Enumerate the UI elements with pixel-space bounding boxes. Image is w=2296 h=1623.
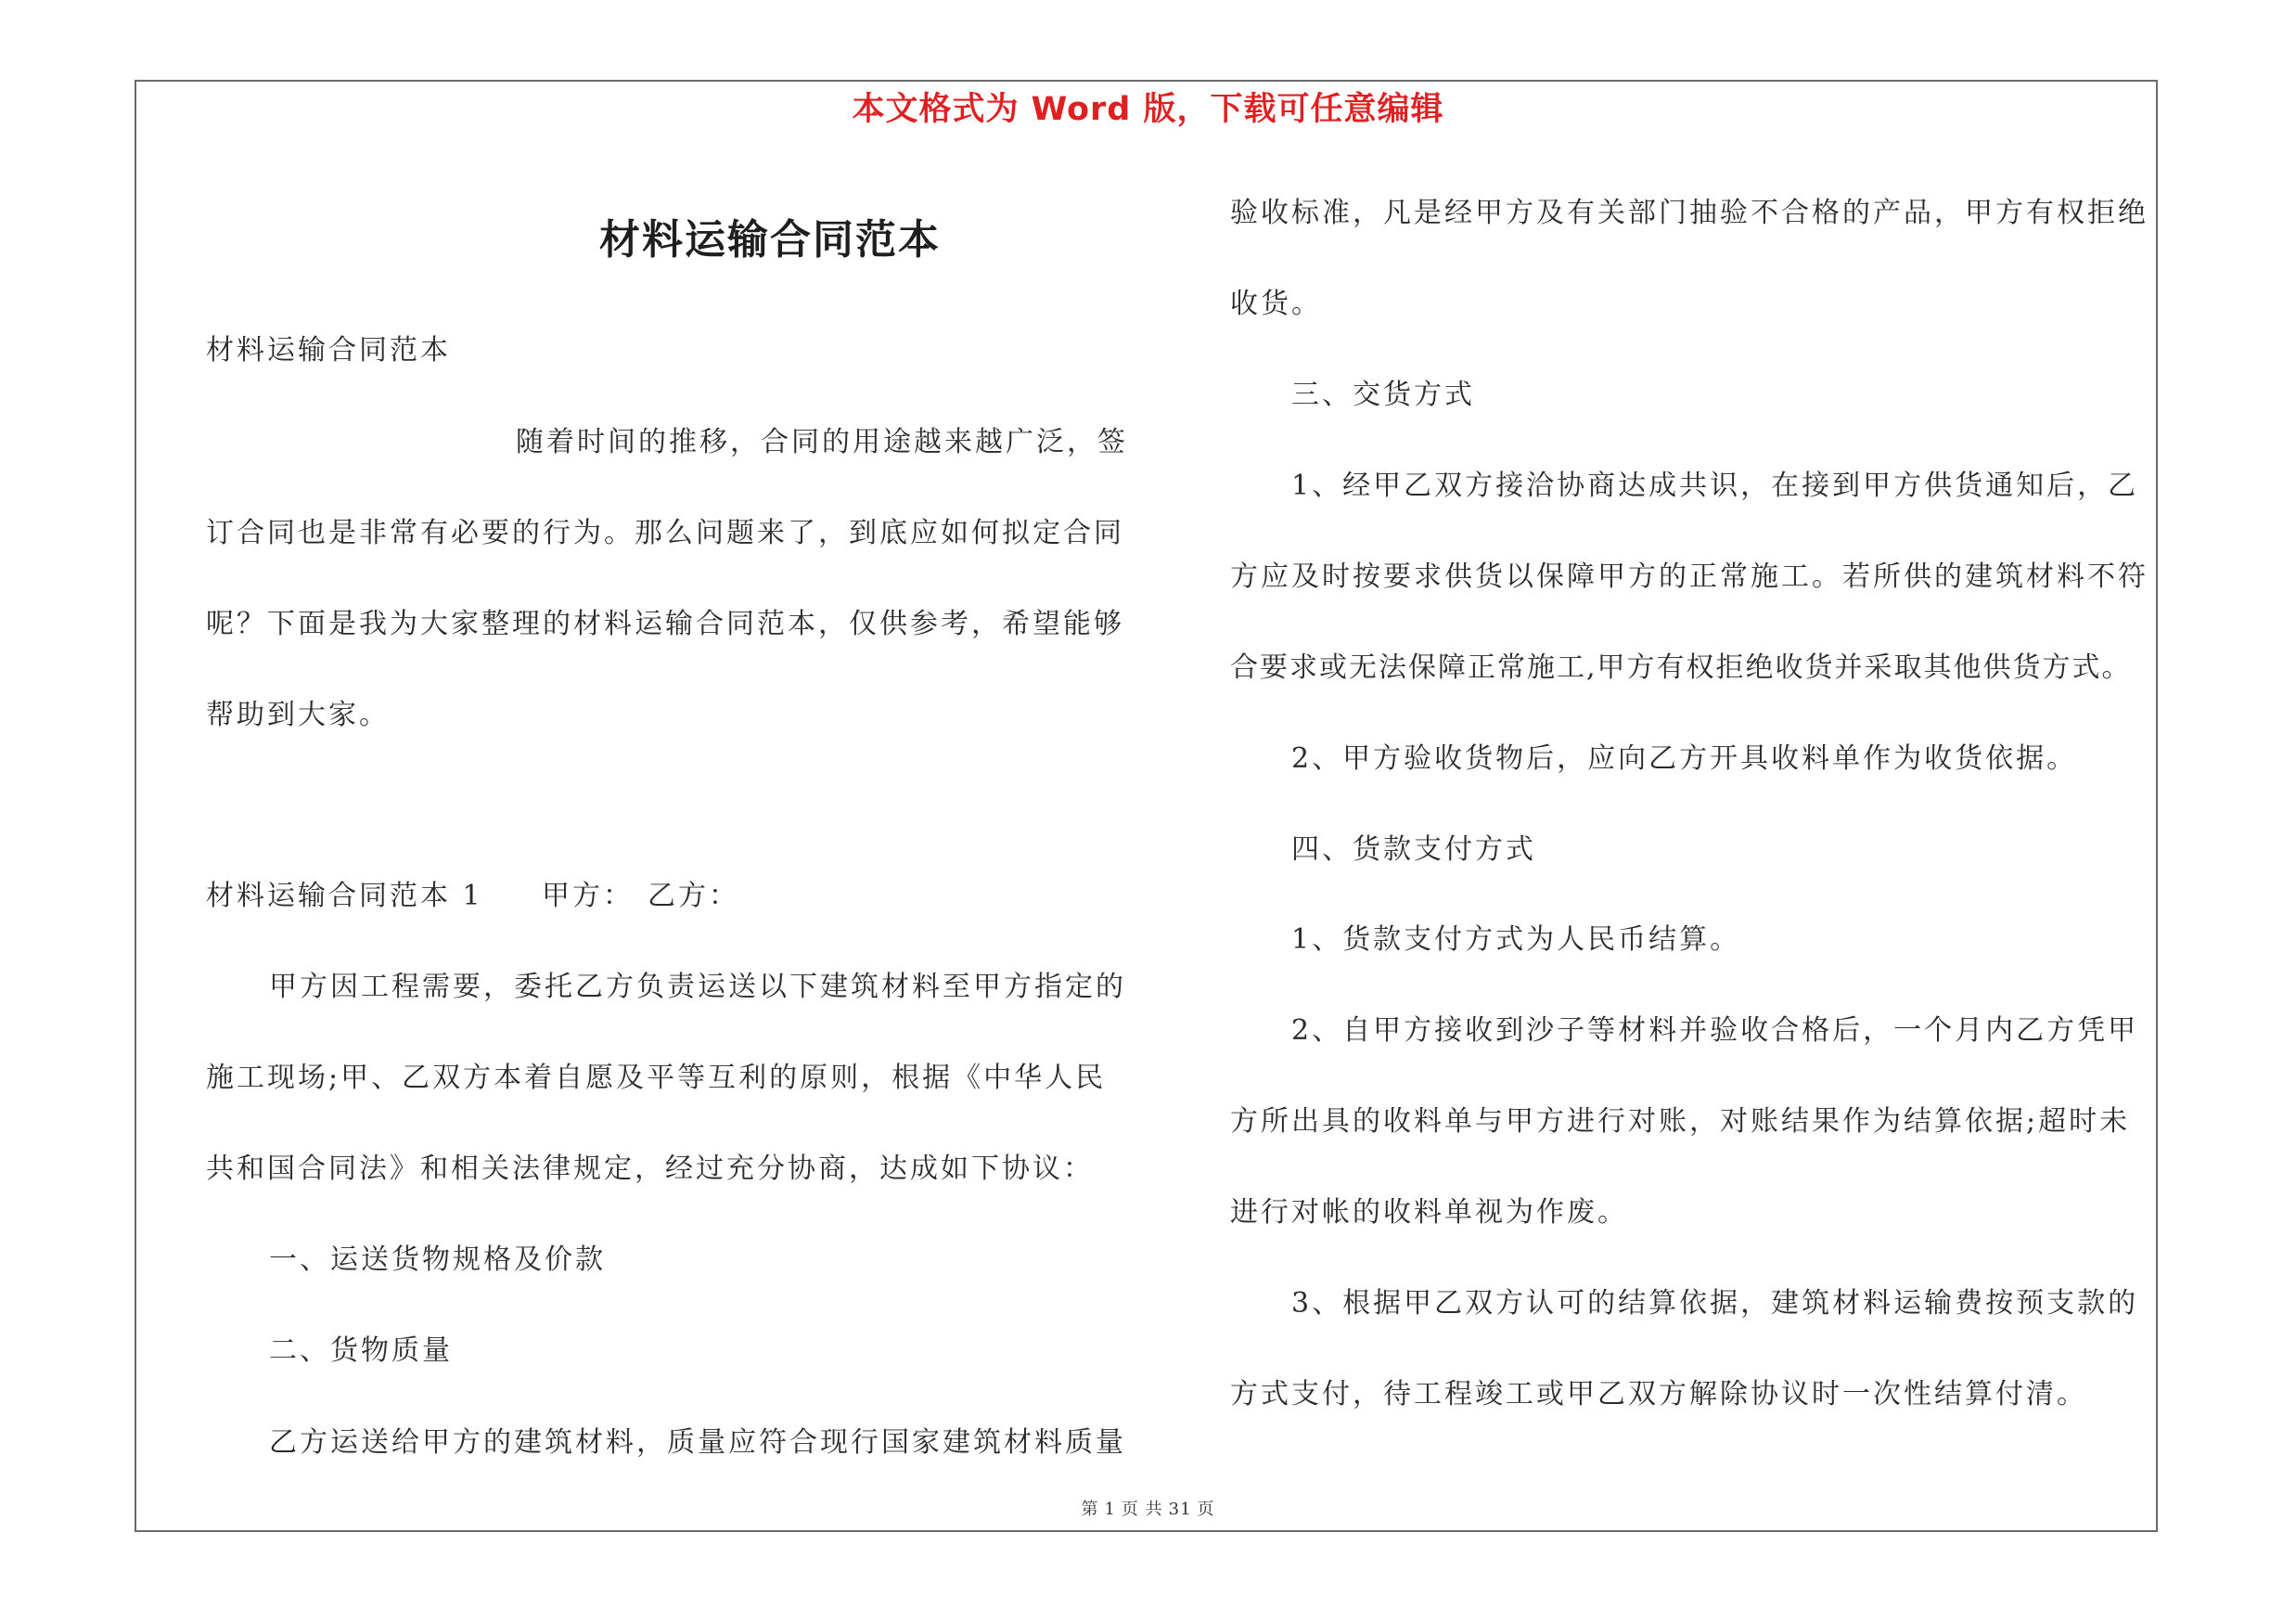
paragraph-line: 乙方运送给甲方的建筑材料，质量应符合现行国家建筑材料质量 <box>269 1426 1126 1459</box>
paragraph-line: 合要求或无法保障正常施工,甲方有权拒绝收货并采取其他供货方式。 <box>1230 651 2132 684</box>
paragraph-line: 1、货款支付方式为人民币结算。 <box>1291 923 1741 956</box>
paragraph-line: 收货。 <box>1230 288 1322 320</box>
section-heading: 三、交货方式 <box>1291 379 1475 411</box>
paragraph-line: 1、经甲乙双方接洽协商达成共识，在接到甲方供货通知后，乙 <box>1291 470 2139 502</box>
paragraph-line: 2、甲方验收货物后，应向乙方开具收料单作为收货依据。 <box>1291 742 2078 775</box>
page-footer <box>0 1496 2296 1520</box>
intro-line: 随着时间的推移，合同的用途越来越广泛，签 <box>516 426 1128 458</box>
sample-heading: 材料运输合同范本 1 <box>206 880 483 912</box>
section-heading: 四、货款支付方式 <box>1291 833 1536 866</box>
paragraph-line: 方应及时按要求供货以保障甲方的正常施工。若所供的建筑材料不符 <box>1230 560 2148 593</box>
footer-prefix: 第 <box>1081 1500 1099 1519</box>
party-b-label: 乙方： <box>648 880 739 912</box>
paragraph-line: 2、自甲方接收到沙子等材料并验收合格后，一个月内乙方凭甲 <box>1291 1014 2139 1047</box>
intro-line: 订合同也是非常有必要的行为。那么问题来了，到底应如何拟定合同 <box>206 517 1124 549</box>
intro-line: 帮助到大家。 <box>206 699 390 731</box>
section-heading: 一、运送货物规格及价款 <box>269 1243 606 1276</box>
paragraph-line: 3、根据甲乙双方认可的结算依据，建筑材料运输费按预支款的 <box>1291 1287 2139 1320</box>
subtitle: 材料运输合同范本 <box>206 334 451 367</box>
paragraph-line: 方所出具的收料单与甲方进行对账，对账结果作为结算依据;超时未 <box>1230 1105 2131 1138</box>
paragraph-line: 施工现场;甲、乙双方本着自愿及平等互利的原则，根据《中华人民 <box>206 1062 1107 1094</box>
total-pages: 31 <box>1168 1500 1192 1519</box>
format-banner: 本文格式为 Word 版，下载可任意编辑 <box>852 91 1444 128</box>
intro-line: 呢？下面是我为大家整理的材料运输合同范本，仅供参考，希望能够 <box>206 608 1124 640</box>
paragraph-line: 进行对帐的收料单视为作废。 <box>1230 1196 1628 1229</box>
party-a-label: 甲方： <box>542 880 634 912</box>
paragraph-line: 甲方因工程需要，委托乙方负责运送以下建筑材料至甲方指定的 <box>269 971 1126 1003</box>
paragraph-line: 共和国合同法》和相关法律规定，经过充分协商，达成如下协议： <box>206 1153 1094 1185</box>
page-number: 1 <box>1104 1500 1116 1519</box>
footer-middle: 页 共 <box>1121 1500 1163 1519</box>
paragraph-line: 验收标准，凡是经甲方及有关部门抽验不合格的产品，甲方有权拒绝 <box>1230 197 2148 229</box>
section-heading: 二、货物质量 <box>269 1334 453 1367</box>
document-title: 材料运输合同范本 <box>599 216 941 264</box>
paragraph-line: 方式支付，待工程竣工或甲乙双方解除协议时一次性结算付清。 <box>1230 1378 2087 1410</box>
footer-suffix: 页 <box>1197 1500 1215 1519</box>
